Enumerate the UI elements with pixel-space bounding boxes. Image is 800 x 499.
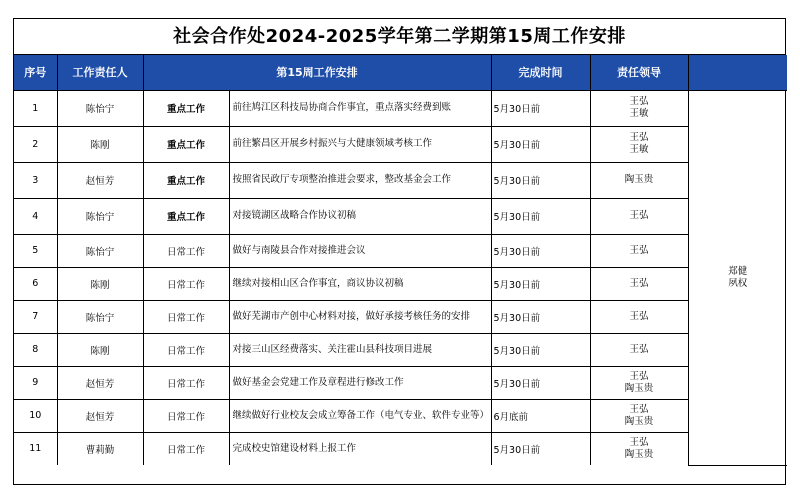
- row-due-date: 5月30日前: [491, 162, 590, 198]
- row-person: 陈怡宁: [57, 300, 143, 333]
- row-number: 8: [14, 333, 57, 366]
- row-leaders: [590, 126, 688, 162]
- row-due-date: 5月30日前: [491, 234, 590, 267]
- leader-name: 王弘: [629, 96, 649, 107]
- row-work-type: 重点工作: [143, 162, 229, 198]
- row-due-date: 5月30日前: [491, 333, 590, 366]
- leader-name: 陶玉贵: [624, 382, 654, 394]
- supervisor-cell: [688, 90, 787, 465]
- row-leaders: [590, 198, 688, 234]
- row-leaders: [590, 432, 688, 465]
- leader-name: 王弘: [629, 403, 649, 415]
- row-task: 对接镜湖区战略合作协议初稿: [229, 198, 491, 234]
- row-number: 7: [14, 300, 57, 333]
- row-due-date: 5月30日前: [491, 267, 590, 300]
- leader-name: 王弘: [629, 343, 649, 355]
- row-number: 11: [14, 432, 57, 465]
- row-number: 4: [14, 198, 57, 234]
- row-person: 陈怡宁: [57, 234, 143, 267]
- row-number: 9: [14, 366, 57, 399]
- row-work-type: 重点工作: [143, 126, 229, 162]
- header-person: 工作责任人: [57, 55, 143, 90]
- row-task: 按照省民政厅专项整治推进会要求，整改基金会工作: [229, 162, 491, 198]
- table-row: [14, 267, 787, 300]
- row-person: 赵恒芳: [57, 399, 143, 432]
- table-row: [14, 126, 787, 162]
- header-no: 序号: [14, 55, 57, 90]
- leader-name: 王弘: [629, 310, 649, 322]
- row-work-type: 日常工作: [143, 267, 229, 300]
- row-task: 前往繁昌区开展乡村振兴与大健康领域考核工作: [229, 126, 491, 162]
- row-number: 3: [14, 162, 57, 198]
- row-leaders: [590, 162, 688, 198]
- table-row: [14, 300, 787, 333]
- supervisor-name: 郑健: [728, 265, 748, 277]
- row-leaders: [590, 366, 688, 399]
- table-row: [14, 432, 787, 465]
- schedule-table: [14, 55, 787, 466]
- row-due-date: 5月30日前: [491, 366, 590, 399]
- row-leaders: [590, 267, 688, 300]
- leader-name: 王弘: [629, 244, 649, 256]
- row-person: 陈刚: [57, 126, 143, 162]
- row-work-type: 日常工作: [143, 234, 229, 267]
- leader-name: 王敏: [629, 108, 649, 119]
- supervisor-name: 夙权: [728, 277, 748, 289]
- row-due-date: 5月30日前: [491, 432, 590, 465]
- header-row: [14, 55, 787, 90]
- row-leaders: [590, 300, 688, 333]
- row-person: 陈怡宁: [57, 198, 143, 234]
- schedule-sheet: [13, 18, 786, 485]
- header-task: 第15周工作安排: [143, 55, 491, 90]
- row-work-type: 日常工作: [143, 432, 229, 465]
- leader-name: 王弘: [629, 277, 649, 289]
- row-person: 陈刚: [57, 267, 143, 300]
- row-person: 赵恒芳: [57, 366, 143, 399]
- row-work-type: 日常工作: [143, 300, 229, 333]
- leader-name: 王敏: [629, 144, 649, 155]
- row-work-type: 日常工作: [143, 366, 229, 399]
- table-body: [14, 90, 787, 465]
- row-number: 10: [14, 399, 57, 432]
- row-task: 做好芜湖市产创中心材料对接，做好承接考核任务的安排: [229, 300, 491, 333]
- leader-name: 王弘: [629, 132, 649, 143]
- row-work-type: 重点工作: [143, 198, 229, 234]
- row-number: 6: [14, 267, 57, 300]
- table-row: [14, 399, 787, 432]
- leader-name: 王弘: [629, 370, 649, 382]
- row-leaders: [590, 399, 688, 432]
- row-number: 1: [14, 90, 57, 126]
- row-work-type: 日常工作: [143, 333, 229, 366]
- row-leaders: [590, 90, 688, 126]
- row-person: 赵恒芳: [57, 162, 143, 198]
- table-row: [14, 90, 787, 126]
- leader-name: 王弘: [629, 436, 649, 448]
- row-person: 陈刚: [57, 333, 143, 366]
- row-leaders: [590, 333, 688, 366]
- table-row: [14, 198, 787, 234]
- row-task: 完成校史馆建设材料上报工作: [229, 432, 491, 465]
- leader-name: 陶玉贵: [624, 415, 654, 427]
- row-due-date: 5月30日前: [491, 90, 590, 126]
- page-title: 社会合作处2024-2025学年第二学期第15周工作安排: [14, 19, 785, 55]
- row-due-date: 5月30日前: [491, 300, 590, 333]
- header-leader: 责任领导: [590, 55, 688, 90]
- leader-name: 陶玉贵: [624, 448, 654, 460]
- row-task: 对接三山区经费落实、关注霍山县科技项目进展: [229, 333, 491, 366]
- header-due: 完成时间: [491, 55, 590, 90]
- table-row: [14, 366, 787, 399]
- row-due-date: 5月30日前: [491, 126, 590, 162]
- header-supervisor: [688, 55, 787, 90]
- row-task: 继续对接相山区合作事宜，商议协议初稿: [229, 267, 491, 300]
- leader-name: 王弘: [629, 210, 649, 221]
- row-due-date: 5月30日前: [491, 198, 590, 234]
- table-row: [14, 333, 787, 366]
- row-task: 前往鸠江区科技局协商合作事宜，重点落实经费到账: [229, 90, 491, 126]
- row-task: 继续做好行业校友会成立筹备工作（电气专业、软件专业等）: [229, 399, 491, 432]
- row-person: 曹莉勤: [57, 432, 143, 465]
- row-leaders: [590, 234, 688, 267]
- row-task: 做好与南陵县合作对接推进会议: [229, 234, 491, 267]
- row-work-type: 重点工作: [143, 90, 229, 126]
- row-number: 2: [14, 126, 57, 162]
- table-row: [14, 162, 787, 198]
- table-row: [14, 234, 787, 267]
- leader-name: 陶玉贵: [624, 174, 654, 185]
- row-number: 5: [14, 234, 57, 267]
- row-task: 做好基金会党建工作及章程进行修改工作: [229, 366, 491, 399]
- row-work-type: 日常工作: [143, 399, 229, 432]
- row-person: 陈怡宁: [57, 90, 143, 126]
- row-due-date: 6月底前: [491, 399, 590, 432]
